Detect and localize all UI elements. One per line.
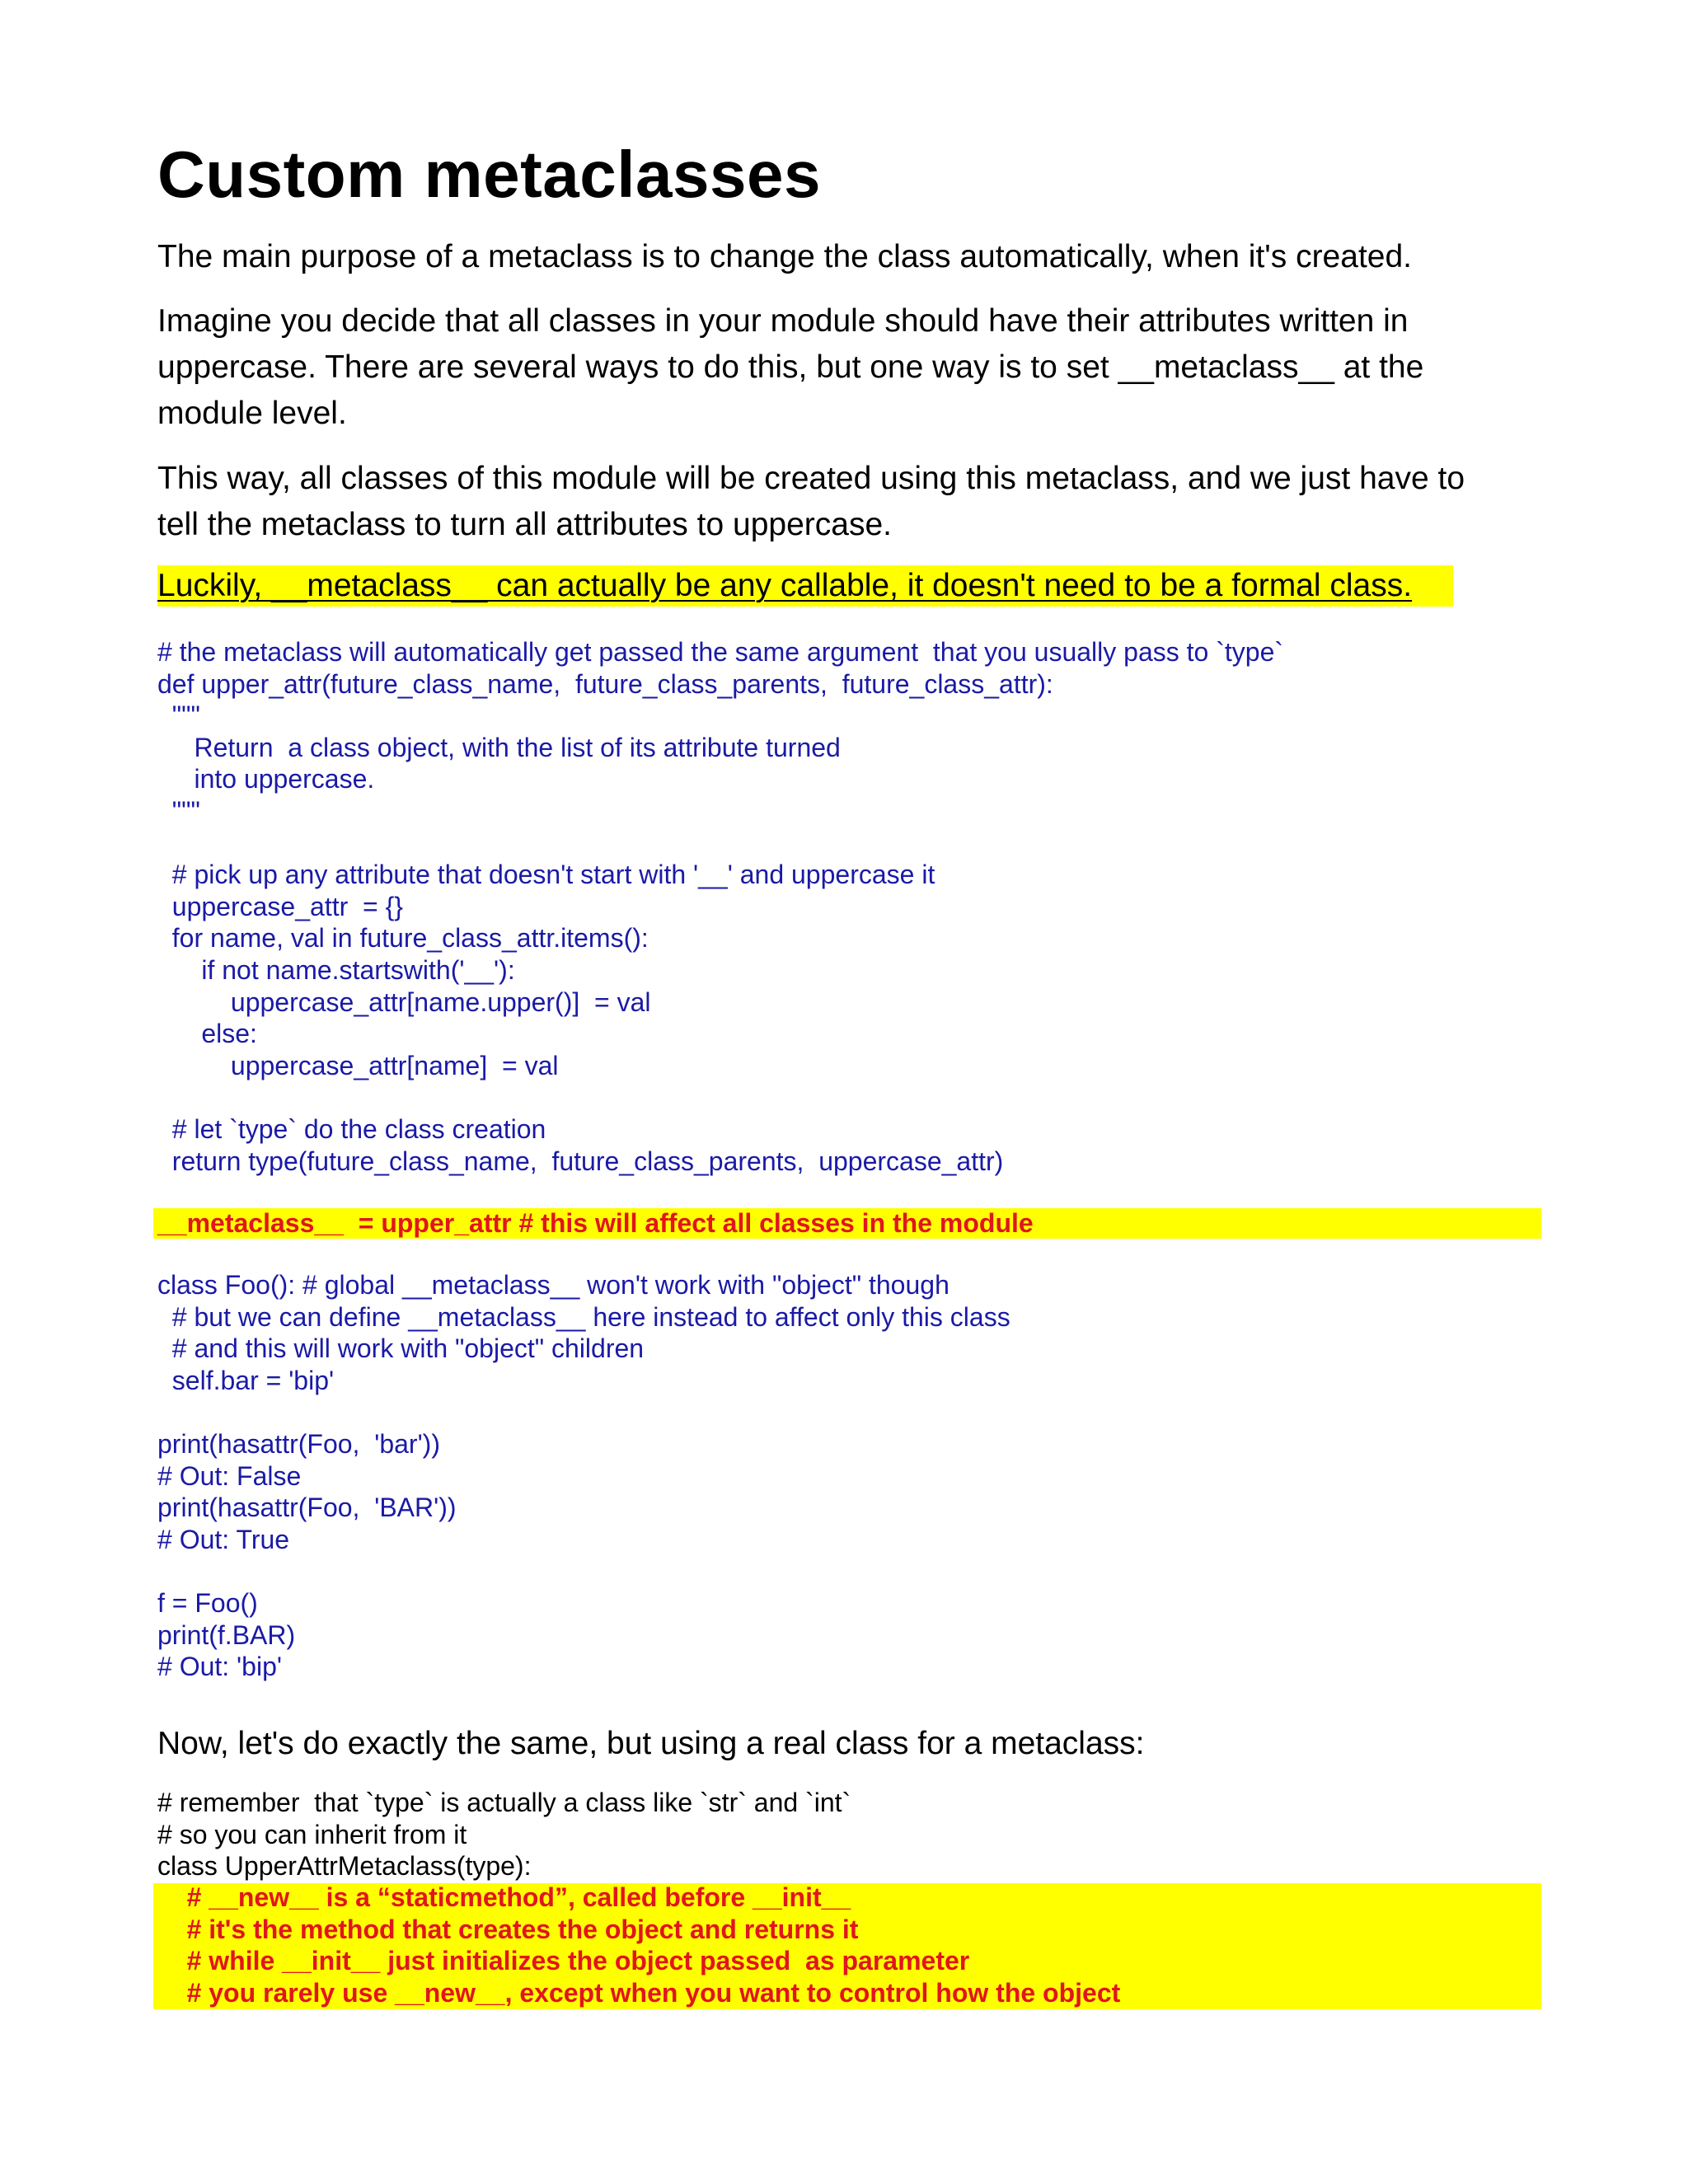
code-block-upper-attr: # the metaclass will automatically get passed the same argument that you usually pass to `type` def upper_attr(future_class_name, future_class_parents, future_class_attr): """ Return a class object, with the list of its attribute turned into uppercase. """ # pick up any attribute that doesn't start with '__' and uppercase it uppercase_attr = {} for name, val in future_class_attr.items(): if not name.startswith('__'): uppercase_attr[name.upper()] = val else: uppercase_attr[name] = val # let `type` do the class creation return type(future_class_name, future_class_parents, uppercase_attr) [157,637,1284,1176]
code-block-metaclass-class: # remember that `type` is actually a class like `str` and `int` # so you can inherit from it class UpperAttrMetaclass(type): [157,1788,851,1882]
page-title: Custom metaclasses [157,138,821,211]
uppercase-paragraph: Imagine you decide that all classes in your module should have their attributes written in uppercase. There are several ways to do this, but one way is to set __metaclass__ at the module level. [157,303,1424,431]
code-highlight-metaclass-line: __metaclass__ = upper_attr # this will affect all classes in the module [157,1208,1034,1238]
real-class-paragraph: Now, let's do exactly the same, but using a real class for a metaclass: [157,1726,1145,1761]
highlighted-sentence: Luckily, __metaclass__ can actually be any callable, it doesn't need to be a formal class. [157,568,1413,603]
code-block-foo-class: class Foo(): # global __metaclass__ won't work with "object" though # but we can define __metaclass__ here instead to affect only this class # and this will work with "object" children self.bar = 'bip' print(hasattr(Foo, 'bar')) # Out: False print(hasattr(Foo, 'BAR')) # Out: True f = Foo() print(f.BAR) # Out: 'bip' [157,1270,1010,1682]
module-paragraph: This way, all classes of this module will be created using this metaclass, and we just have to tell the metaclass to turn all attributes to uppercase. [157,461,1465,542]
code-highlight-new-comments: # __new__ is a “staticmethod”, called before __init__ # it's the method that creates the object and returns it # while __init__ just initializes the object passed as parameter # you rarely use __new__, except when you want to control how the object [186,1882,1121,2008]
intro-paragraph: The main purpose of a metaclass is to change the class automatically, when it's created. [157,239,1412,274]
